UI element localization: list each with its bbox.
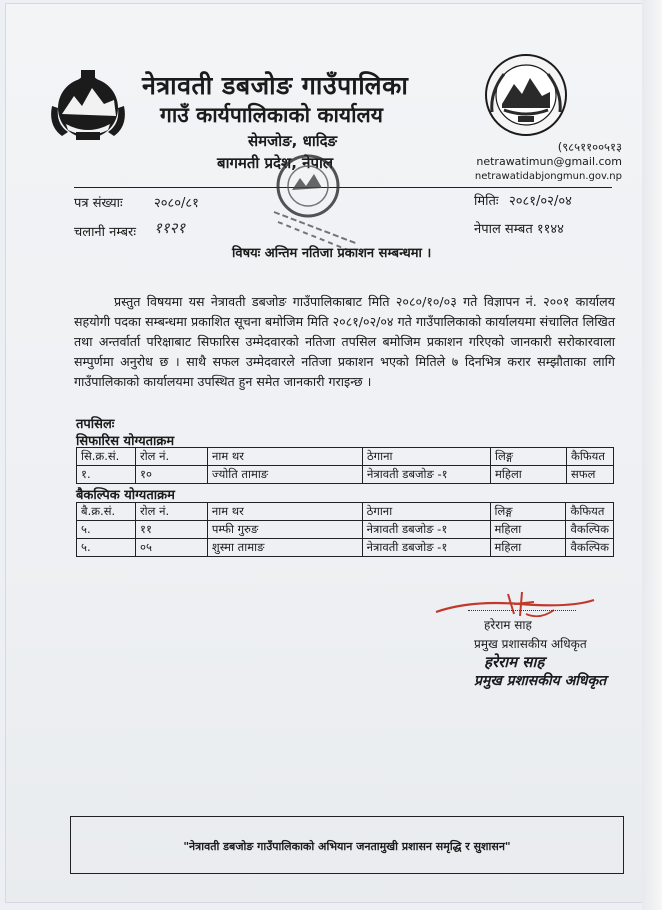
table-cell: वैकल्पिक xyxy=(566,521,614,539)
table-header: कैफियत xyxy=(567,448,614,466)
table-cell: १. xyxy=(77,466,136,484)
phone-number: (९८५११००५१३ xyxy=(557,140,622,154)
table-cell: ११ xyxy=(135,521,207,539)
chalani-label: चलानी नम्बरः xyxy=(74,225,136,240)
table-header: लिङ्ग xyxy=(491,448,567,466)
table-header: बै.क्र.सं. xyxy=(77,503,136,521)
signature-line xyxy=(468,610,576,611)
signatory-designation: प्रमुख प्रशासकीय अधिकृत xyxy=(474,637,587,651)
nepal-emblem-icon xyxy=(48,66,128,144)
municipality-logo-icon xyxy=(482,52,570,138)
table-cell: सफल xyxy=(567,466,614,484)
table-cell: १० xyxy=(136,466,208,484)
office-subtitle: गाउँ कार्यपालिकाको कार्यालय xyxy=(160,103,383,127)
table-cell: महिला xyxy=(490,521,566,539)
table-header: लिङ्ग xyxy=(490,503,566,521)
table-header: नाम थर xyxy=(207,503,362,521)
table-cell: शुस्मा तामाङ xyxy=(207,539,362,557)
date-label: मितिः xyxy=(474,194,499,209)
letter-subject: विषयः अन्तिम नतिजा प्रकाशन सम्बन्धमा । xyxy=(232,246,432,261)
office-name: नेत्रावती डबजोङ गाउँपालिका xyxy=(142,71,409,100)
patra-label: पत्र संख्याः xyxy=(74,196,123,211)
table-header-row xyxy=(77,448,614,466)
chalani-value: ११२१ xyxy=(154,219,186,237)
letter-body: प्रस्तुत विषयमा यस नेत्रावती डबजोङ गाउँपालिकाबाट मिति २०८०/१०/०३ गते विज्ञापन नं. २००१ कार्यालय सहयोगी पदका सम्बन्धमा प्रकाशित सूचना बमोजिम मिति २०८१/०२/०४ गते गाउँपालिकाको कार्यालयमा संचालित लिखित तथा अन्तर्वार्ता परिक्षाबाट सिफारिस उम्मेदवारको नतिजा तपसिल बमोजिम प्रकाशन गरिएको जानकारी सरोकारवाला सम्पुर्णमा अनुरोध छ । साथै सफल उम्मेदवारले नतिजा प्रकाशन भएको मितिले ७ दिनभित्र करार सम्झौताका लागि गाउँपालिकाको कार्यालयमा उपस्थित हुन समेत जानकारी गराइन्छ । xyxy=(74,294,615,389)
website-address[interactable]: netrawatidabjongmun.gov.np xyxy=(474,171,622,182)
table-cell: ०५ xyxy=(135,539,207,557)
table-header: ठेगाना xyxy=(363,448,491,466)
table-cell: नेत्रावती डबजोङ -१ xyxy=(362,521,490,539)
table-cell: वैकल्पिक xyxy=(566,539,614,557)
recommended-table xyxy=(76,447,614,484)
table-row xyxy=(77,539,614,557)
table-header: रोल नं. xyxy=(136,448,208,466)
table-cell: नेत्रावती डबजोङ -१ xyxy=(363,466,491,484)
date-value: २०८१/०२/०४ xyxy=(509,194,572,209)
scan-edge xyxy=(642,0,662,910)
table-cell: महिला xyxy=(490,539,566,557)
table-cell: महिला xyxy=(491,466,567,484)
table-header: नाम थर xyxy=(208,448,363,466)
recommended-heading: सिफारिस योग्यताक्रम xyxy=(76,434,175,449)
table-header: कैफियत xyxy=(566,503,614,521)
address-line-1: सेमजोङ, धादिङ xyxy=(248,132,338,150)
email-address[interactable]: netrawatimun@gmail.com xyxy=(476,155,622,168)
table-cell: ५. xyxy=(77,521,136,539)
address-line-2: बागमती प्रदेश, नेपाल xyxy=(217,154,334,172)
tapasil-heading: तपसिलः xyxy=(76,417,115,432)
office-stamp-icon xyxy=(268,150,364,252)
alternate-heading: बैकल्पिक योग्यताक्रम xyxy=(76,488,175,503)
stamp-designation: प्रमुख प्रशासकीय अधिकृत xyxy=(474,673,607,689)
slogan-text: "नेत्रावती डबजोङ गाउँपालिकाको अभियान जनतामुखी प्रशासन समृद्धि र सुशासन" xyxy=(183,840,511,853)
patra-value: २०८०/८१ xyxy=(154,196,199,211)
alternate-table xyxy=(76,502,614,557)
table-cell: ५. xyxy=(77,539,136,557)
table-cell: नेत्रावती डबजोङ -१ xyxy=(362,539,490,557)
table-header: ठेगाना xyxy=(362,503,490,521)
table-header-row xyxy=(77,503,614,521)
table-header: सि.क्र.सं. xyxy=(77,448,136,466)
table-row xyxy=(77,466,614,484)
stamp-name: हरेराम साह xyxy=(484,653,545,671)
table-row xyxy=(77,521,614,539)
table-cell: ज्योति तामाङ xyxy=(208,466,363,484)
signatory-name: हरेराम साह xyxy=(484,618,532,632)
nepal-sambat: नेपाल सम्बत ११४४ xyxy=(474,222,564,237)
table-header: रोल नं. xyxy=(135,503,207,521)
table-cell: पम्फी गुरुङ xyxy=(207,521,362,539)
